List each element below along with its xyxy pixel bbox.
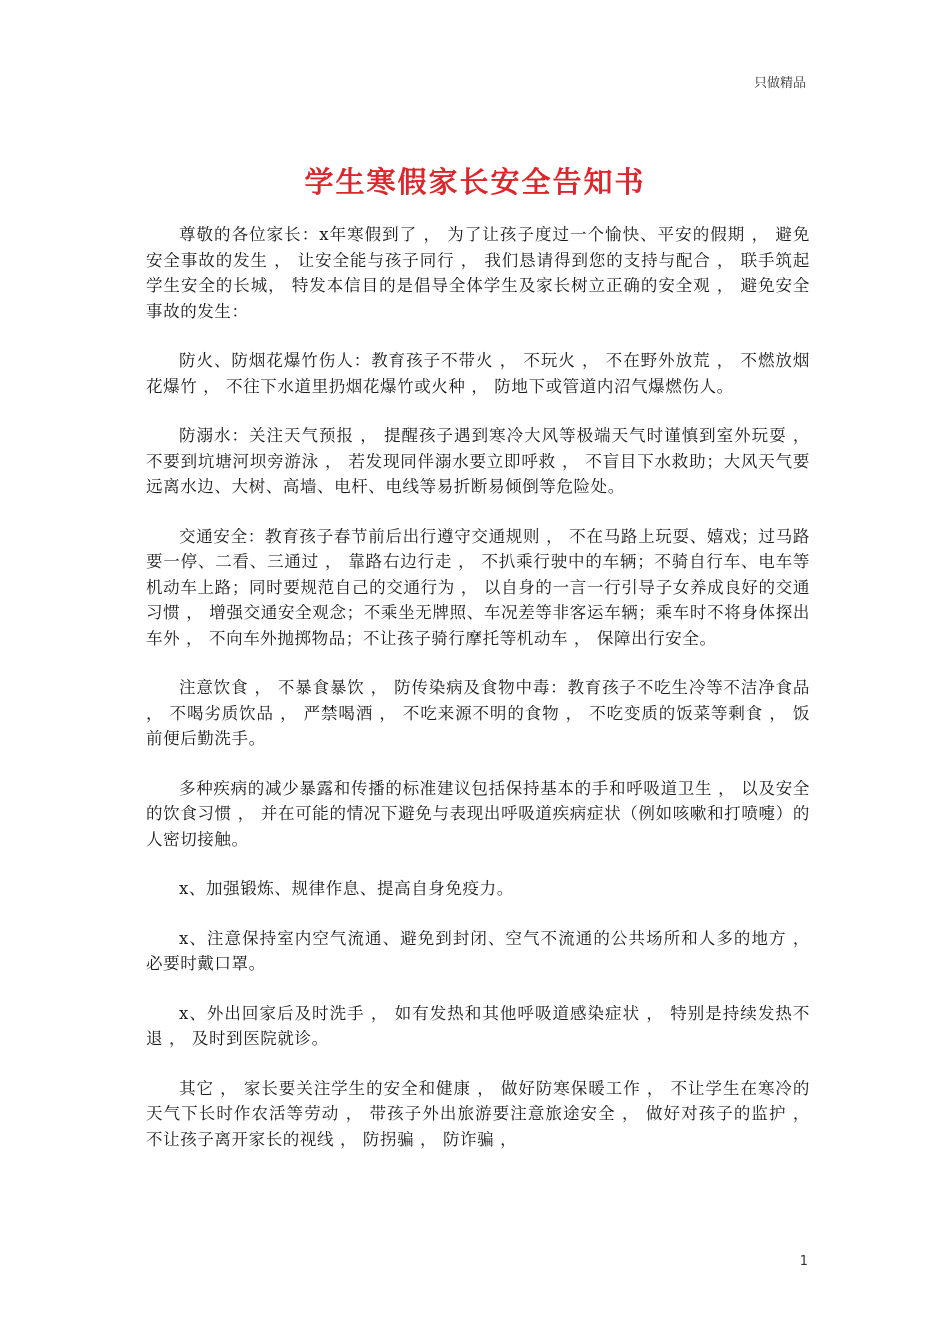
- ventilation-paragraph: x、注意保持室内空气流通、避免到封闭、空气不流通的公共场所和人多的地方 ， 必要时戴口罩。: [146, 928, 810, 973]
- handwashing-paragraph: x、外出回家后及时洗手 ， 如有发热和其他呼吸道感染症状 ， 特别是持续发热不退 ， 及时到医院就诊。: [146, 1003, 810, 1048]
- exercise-paragraph: x、加强锻炼、规律作息、提高自身免疫力。: [179, 879, 514, 898]
- disease-prevention-paragraph: 多种疾病的减少暴露和传播的标准建议包括保持基本的手和呼吸道卫生 ， 以及安全的饮食习惯 ， 并在可能的情况下避免与表现出呼吸道疾病症状（例如咳嗽和打喷嚏）的人密切接触。: [146, 778, 810, 849]
- page-number: 1: [799, 1254, 808, 1269]
- traffic-safety-paragraph: 交通安全：教育孩子春节前后出行遵守交通规则 ， 不在马路上玩耍、嬉戏；过马路要一停、二看、三通过 ， 靠路右边行走 ， 不扒乘行驶中的车辆；不骑自行车、电车等机动车上路；同时要规范自己的交通行为 ， 以自身的一言一行引导子女养成良好的交通习惯 ， 增强交通安全观念；不乘坐无牌照、车况差等非客运车辆；乘车时不将身体探出车外 ， 不向车外抛掷物品；不让孩子骑行摩托等机动车 ， 保障出行安全。: [146, 526, 810, 648]
- intro-paragraph: 尊敬的各位家长：x年寒假到了 ， 为了让孩子度过一个愉快、平安的假期 ， 避免安全事故的发生 ， 让安全能与孩子同行 ， 我们恳请得到您的支持与配合 ， 联手筑起学生安全的长城， 特发本信目的是倡导全体学生及家长树立正确的安全观 ， 避免安全事故的发生：: [146, 225, 810, 321]
- food-safety-paragraph: 注意饮食 ， 不暴食暴饮 ， 防传染病及食物中毒：教育孩子不吃生冷等不洁净食品 ， 不喝劣质饮品 ， 严禁喝酒 ， 不吃来源不明的食物 ， 不吃变质的饭菜等剩食 ， 饭前便后勤洗手。: [146, 678, 810, 748]
- drowning-prevention-paragraph: 防溺水：关注天气预报 ， 提醒孩子遇到寒冷大风等极端天气时谨慎到室外玩耍 ， 不要到坑塘河坝旁游泳 ， 若发现同伴溺水要立即呼救 ， 不盲目下水救助；大风天气要远离水边、大树、高墙、电杆、电线等易折断易倾倒等危险处。: [146, 426, 810, 496]
- fire-safety-paragraph: 防火、防烟花爆竹伤人：教育孩子不带火 ， 不玩火 ， 不在野外放荒 ， 不燃放烟花爆竹 ， 不往下水道里扔烟花爆竹或火种 ， 防地下或管道内沼气爆燃伤人。: [146, 351, 810, 396]
- document-title: 学生寒假家长安全告知书: [304, 165, 646, 199]
- header-note: 只做精品: [753, 76, 806, 91]
- other-paragraph: 其它 ， 家长要关注学生的安全和健康 ， 做好防寒保暖工作 ， 不让学生在寒冷的天气下长时作农活等劳动 ， 带孩子外出旅游要注意旅途安全 ， 做好对孩子的监护 ， 不让孩子离开家长的视线 ， 防拐骗 ， 防诈骗 ，: [146, 1078, 810, 1149]
- document-body: [146, 222, 810, 1176]
